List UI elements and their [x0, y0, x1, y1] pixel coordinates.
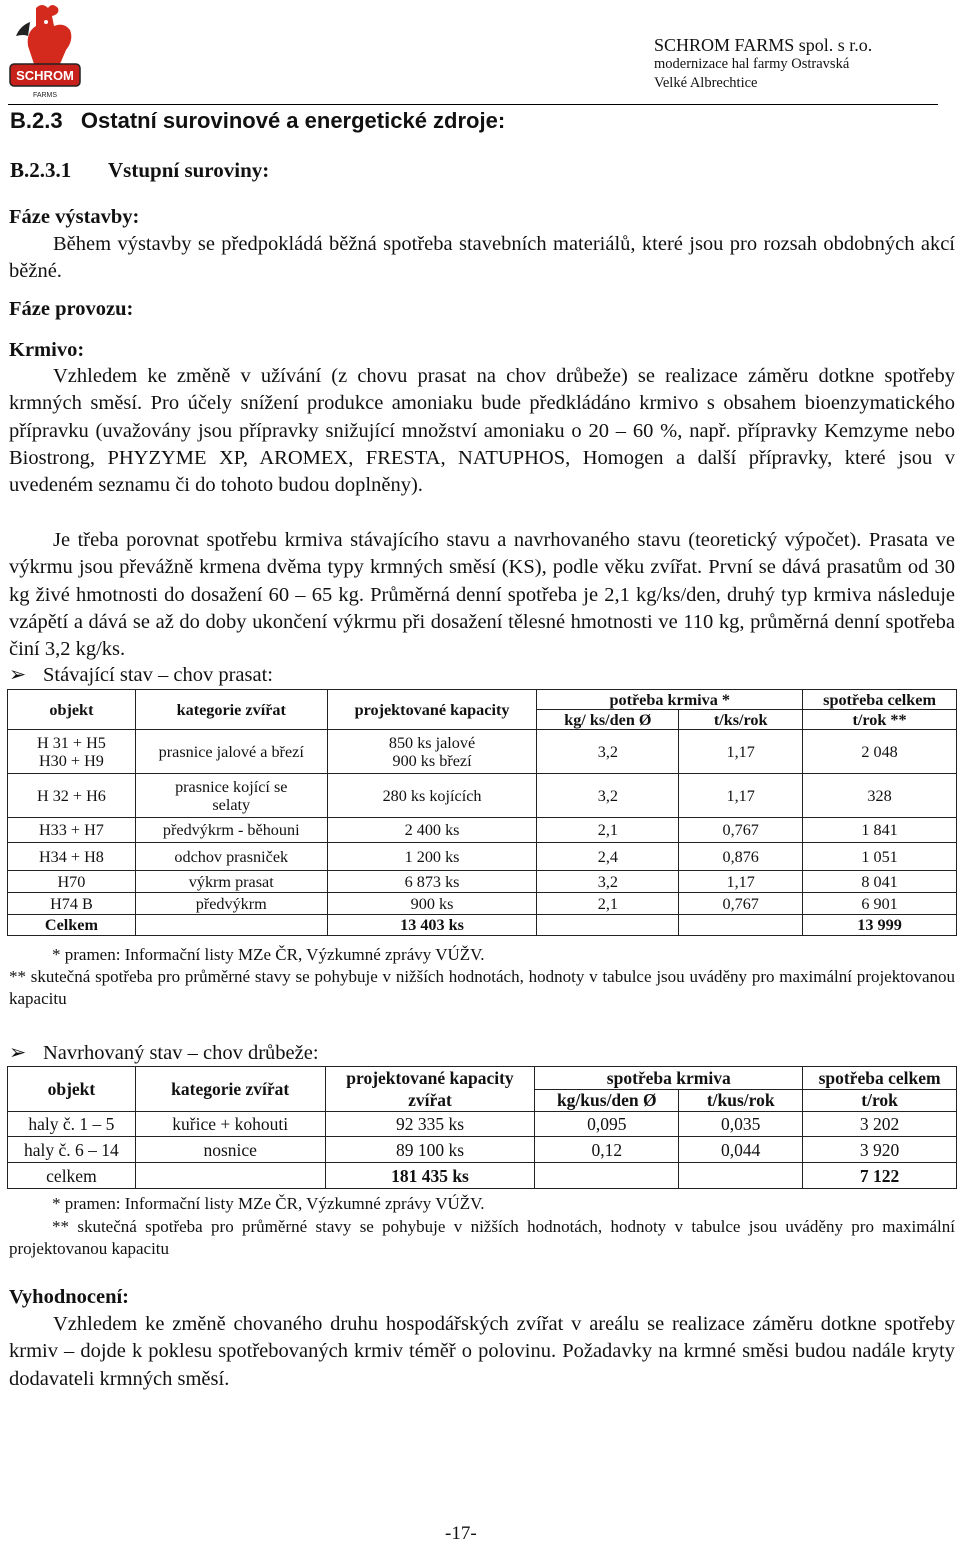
- cell-t: 0,035: [679, 1112, 803, 1137]
- cell-spotreba: 3 920: [803, 1137, 957, 1163]
- th-t: t/ks/rok: [679, 710, 803, 730]
- cell-kg: 0,095: [535, 1112, 679, 1137]
- cell-spotreba: 6 901: [803, 893, 957, 915]
- cell-kg: 2,1: [537, 818, 679, 843]
- bullet-navrhovany-stav: [9, 1040, 319, 1065]
- section-title: B.2.3 Ostatní surovinové a energetické zdroje:: [10, 108, 506, 133]
- th-potreba: spotřeba krmiva: [535, 1067, 803, 1090]
- project-place: Velké Albrechtice: [654, 75, 758, 91]
- cell-kapacity: 1 200 ks: [327, 843, 537, 871]
- cell-kapacity: 900 ks: [327, 893, 537, 915]
- th-kg: kg/kus/den Ø: [535, 1089, 679, 1112]
- cell-kategorie: prasnice kojící se selaty: [135, 774, 327, 818]
- cell-spotreba: 3 202: [803, 1112, 957, 1137]
- cell-t: 0,876: [679, 843, 803, 871]
- cell-kategorie: kuřice + kohouti: [135, 1112, 325, 1137]
- faze-provozu-heading: Fáze provozu:: [9, 298, 134, 320]
- table-row: [8, 730, 957, 774]
- total-spotreba: 13 999: [803, 915, 957, 936]
- cell-kategorie: předvýkrm - běhouni: [135, 818, 327, 843]
- krmivo-heading: Krmivo:: [9, 339, 85, 361]
- faze-vystavby-text: Během výstavby se předpokládá běžná spotřeba stavebních materiálů, které jsou pro rozsah obdobných akcí běžné.: [9, 233, 955, 283]
- cell-kapacity: 850 ks jalové 900 ks březí: [327, 730, 537, 774]
- total-label: Celkem: [8, 915, 136, 936]
- cell-kg: 2,1: [537, 893, 679, 915]
- th-potreba: potřeba krmiva *: [537, 690, 803, 710]
- cell-kapacity: 92 335 ks: [325, 1112, 535, 1137]
- arrow-bullet-icon: ➢: [9, 1042, 27, 1064]
- table-row: [8, 818, 957, 843]
- subsection-title: [10, 158, 269, 183]
- cell-kapacity: 6 873 ks: [327, 871, 537, 893]
- total-kapacity: 181 435 ks: [325, 1163, 535, 1189]
- company-name: SCHROM FARMS spol. s r.o.: [654, 35, 873, 55]
- table-row: [8, 1112, 957, 1137]
- total-spotreba: 7 122: [803, 1163, 957, 1189]
- company-logo: [6, 2, 86, 106]
- cell-objekt: haly č. 1 – 5: [8, 1112, 136, 1137]
- krmivo-paragraph-1: Vzhledem ke změně v užívání (z chovu prasat na chov drůbeže) se realizace záměru dotkne spotřeby krmných směsí. Pro účely snížení produkce amoniaku bude předkládáno krmivo s obsahem bioenzymatického přípravku (uvažovány jsou přípravky snižující množství amoniaku o 20 – 60 %, např. přípravky Kemzyme nebo Biostrong, PHYZYME XP, AROMEX, FRESTA, NATUPHOS, Homogen a další přípravky, které jsou v uvedeném seznamu či do tohoto budou doplněny).: [9, 365, 955, 497]
- table-row: [8, 1137, 957, 1163]
- cell-kg: 0,12: [535, 1137, 679, 1163]
- th-kategorie: kategorie zvířat: [135, 1067, 325, 1112]
- table1-note-2: ** skutečná spotřeba pro průměrné stavy se pohybuje v nižších hodnotách, hodnoty v tabulce jsou uváděny pro maximální projektovanou kapacitu: [9, 967, 955, 1008]
- cell-kapacity: 2 400 ks: [327, 818, 537, 843]
- th-objekt: objekt: [8, 1067, 136, 1112]
- cell-objekt: H 32 + H6: [8, 774, 136, 818]
- total-kapacity: 13 403 ks: [327, 915, 537, 936]
- cell-t: 1,17: [679, 774, 803, 818]
- table-row: [8, 774, 957, 818]
- arrow-bullet-icon: ➢: [9, 664, 27, 686]
- cell-objekt: H34 + H8: [8, 843, 136, 871]
- cell-t: 0,767: [679, 818, 803, 843]
- cell-t: 0,044: [679, 1137, 803, 1163]
- svg-text:FARMS: FARMS: [32, 92, 58, 99]
- cell-t: 1,17: [679, 730, 803, 774]
- cell-spotreba: 8 041: [803, 871, 957, 893]
- cell-kategorie: odchov prasniček: [135, 843, 327, 871]
- subsection-number: B.2.3.1: [10, 158, 72, 182]
- th-kategorie: kategorie zvířat: [135, 690, 327, 730]
- th-spotreba: spotřeba celkem: [803, 1067, 957, 1090]
- th-kg: kg/ ks/den Ø: [537, 710, 679, 730]
- bullet-label: Navrhovaný stav – chov drůbeže:: [43, 1042, 319, 1064]
- vyhodnoceni-heading: Vyhodnocení:: [9, 1286, 129, 1308]
- cell-kapacity: 89 100 ks: [325, 1137, 535, 1163]
- faze-vystavby-heading: Fáze výstavby:: [9, 206, 140, 228]
- cell-kg: 3,2: [537, 774, 679, 818]
- cell-kapacity: 280 ks kojících: [327, 774, 537, 818]
- cell-objekt: haly č. 6 – 14: [8, 1137, 136, 1163]
- cell-kategorie: předvýkrm: [135, 893, 327, 915]
- project-name: modernizace hal farmy Ostravská: [654, 56, 850, 72]
- cell-kg: 3,2: [537, 871, 679, 893]
- cell-t: 1,17: [679, 871, 803, 893]
- table-total-row: [8, 1163, 957, 1189]
- table-row: [8, 843, 957, 871]
- cell-objekt: H70: [8, 871, 136, 893]
- th-trok: t/rok **: [803, 710, 957, 730]
- table-stavajici-stav: [7, 689, 957, 936]
- header-info: [654, 36, 872, 93]
- cell-objekt: H 31 + H5 H30 + H9: [8, 730, 136, 774]
- table-row: [8, 893, 957, 915]
- cell-kg: 3,2: [537, 730, 679, 774]
- table1-note-1: * pramen: Informační listy MZe ČR, Výzkumné zprávy VÚŽV.: [52, 945, 485, 964]
- th-t: t/kus/rok: [679, 1089, 803, 1112]
- cell-spotreba: 1 051: [803, 843, 957, 871]
- cell-kategorie: nosnice: [135, 1137, 325, 1163]
- table2-note-2: ** skutečná spotřeba pro průměrné stavy se pohybuje v nižších hodnotách, hodnoty v tabulce jsou uváděny pro maximální projektovanou kapacitu: [9, 1217, 955, 1258]
- header-divider: [8, 104, 938, 105]
- rooster-logo-icon: [6, 2, 86, 106]
- page-number: -17-: [445, 1523, 477, 1544]
- cell-spotreba: 2 048: [803, 730, 957, 774]
- table-row: [8, 871, 957, 893]
- cell-kategorie: prasnice jalové a březí: [135, 730, 327, 774]
- th-spotreba: spotřeba celkem: [803, 690, 957, 710]
- cell-t: 0,767: [679, 893, 803, 915]
- th-kapacity: projektované kapacity zvířat: [325, 1067, 535, 1112]
- table2-note-1: * pramen: Informační listy MZe ČR, Výzkumné zprávy VÚŽV.: [52, 1194, 485, 1213]
- vyhodnoceni-text: Vzhledem ke změně chovaného druhu hospodářských zvířat v areálu se realizace záměru dotkne spotřeby krmiv – dojde k poklesu spotřebovaných krmiv téměř o polovinu. Požadavky na krmné směsi budou nadále kryty dodavateli krmných směsí.: [9, 1313, 955, 1390]
- cell-kategorie: výkrm prasat: [135, 871, 327, 893]
- krmivo-paragraph-2: Je třeba porovnat spotřebu krmiva stávajícího stavu a navrhovaného stavu (teoretický výpočet). Prasata ve výkrmu jsou převážně krmena dvěma typy krmných směsí (KS), podle věku zvířat. První se dává prasatům od 30 kg živé hmotnosti do dosažení 60 – 65 kg. Průměrná denní spotřeba je 2,1 kg/ks/den, druhý typ krmiva následuje vzápětí a dává se až do doby ukončení výkrmu při dosažení tělesné hmotnosti ve 110 kg, průměrná denní spotřeba činí 3,2 kg/ks.: [9, 529, 955, 661]
- bullet-stavajici-stav: [9, 662, 273, 687]
- th-trok: t/rok: [803, 1089, 957, 1112]
- logo-text: SCHROM: [16, 68, 74, 83]
- table-total-row: [8, 915, 957, 936]
- th-objekt: objekt: [8, 690, 136, 730]
- subsection-label: Vstupní suroviny:: [108, 158, 270, 182]
- cell-objekt: H74 B: [8, 893, 136, 915]
- cell-spotreba: 1 841: [803, 818, 957, 843]
- bullet-label: Stávající stav – chov prasat:: [43, 664, 273, 686]
- cell-spotreba: 328: [803, 774, 957, 818]
- cell-objekt: H33 + H7: [8, 818, 136, 843]
- table-navrhovany-stav: [7, 1066, 957, 1189]
- total-label: celkem: [8, 1163, 136, 1189]
- cell-kg: 2,4: [537, 843, 679, 871]
- th-kapacity: projektované kapacity: [327, 690, 537, 730]
